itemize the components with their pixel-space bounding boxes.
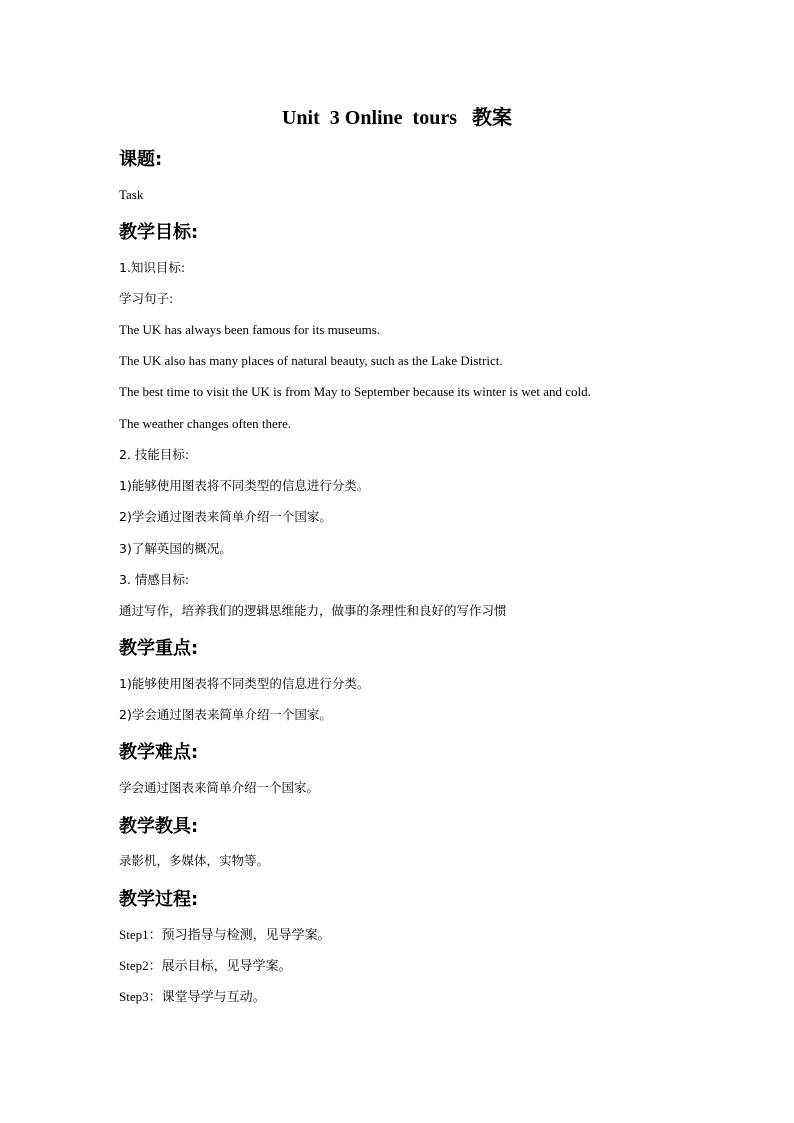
process-step: Step1：预习指导与检测，见导学案。 <box>119 927 331 942</box>
objective-line: 1.知识目标: <box>119 260 186 275</box>
key-point-line: 1)能够使用图表将不同类型的信息进行分类。 <box>119 676 370 691</box>
objective-line: 2)学会通过图表来简单介绍一个国家。 <box>119 509 332 524</box>
objective-line: 3. 情感目标: <box>119 572 190 587</box>
process-step: Step2：展示目标，见导学案。 <box>119 958 292 973</box>
objective-line: 1)能够使用图表将不同类型的信息进行分类。 <box>119 478 370 493</box>
key-point-line: 2)学会通过图表来简单介绍一个国家。 <box>119 707 332 722</box>
objective-line: The best time to visit the UK is from May to September because its winter is wet and cold. <box>119 384 591 399</box>
objective-line: 学习句子: <box>119 291 174 306</box>
heading-aids: 教学教具: <box>119 816 199 837</box>
topic-line: Task <box>119 187 144 202</box>
difficulty-line: 学会通过图表来简单介绍一个国家。 <box>119 780 320 795</box>
heading-topic: 课题: <box>119 149 163 170</box>
objective-line: The UK also has many places of natural beauty, such as the Lake District. <box>119 353 503 368</box>
objective-line: The UK has always been famous for its museums. <box>119 322 381 337</box>
objective-line: 2. 技能目标: <box>119 447 190 462</box>
aids-line: 录影机，多媒体，实物等。 <box>119 853 270 868</box>
objective-line: The weather changes often there. <box>119 416 292 431</box>
heading-objectives: 教学目标: <box>119 222 199 243</box>
objective-line: 3)了解英国的概况。 <box>119 541 232 556</box>
process-step: Step3：课堂导学与互动。 <box>119 989 266 1004</box>
objective-line: 通过写作，培养我们的逻辑思维能力，做事的条理性和良好的写作习惯 <box>119 603 507 618</box>
heading-process: 教学过程: <box>119 889 199 910</box>
document-title: Unit 3 Online tours 教案 <box>281 107 513 129</box>
heading-key-points: 教学重点: <box>119 638 199 659</box>
heading-difficulties: 教学难点: <box>119 742 199 763</box>
